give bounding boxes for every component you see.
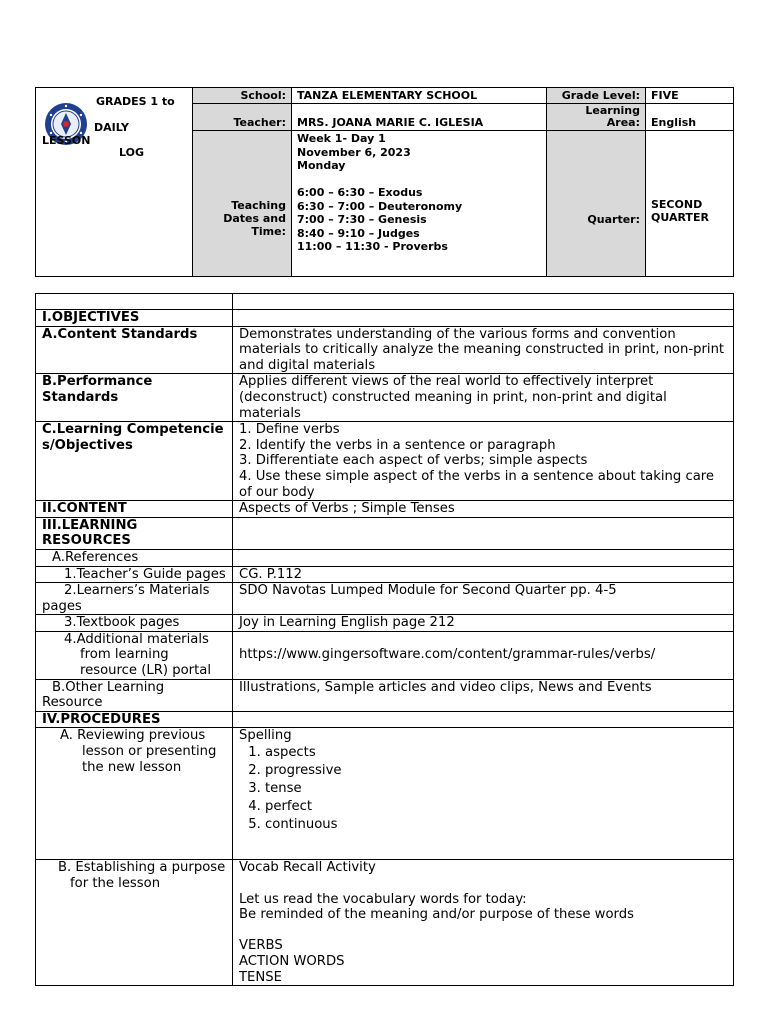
spelling-list [239, 744, 728, 834]
performance-standards-label: B.Performance Standards [36, 374, 233, 422]
table-row [36, 631, 734, 679]
procedure-b-label-text: B. Establishing a purpose for the lesson [58, 860, 226, 892]
learning-area-label [547, 104, 646, 131]
table-row [36, 615, 734, 632]
table-row [36, 422, 734, 501]
spelling-title: Spelling [239, 728, 292, 744]
teaching-dates-value [292, 131, 547, 277]
vocab-word: ACTION WORDS [239, 954, 345, 969]
procedure-a-value [233, 728, 734, 860]
schedule-item: 6:00 – 6:30 – Exodus [297, 186, 423, 199]
empty-cell [36, 294, 233, 310]
table-row [36, 711, 734, 728]
school-label: School: [193, 88, 292, 104]
table-row [36, 501, 734, 518]
competency-item: 3. Differentiate each aspect of verbs; simple aspects [239, 453, 588, 469]
references-label-text: A.References [52, 549, 139, 565]
dll-title-log: LOG [119, 146, 144, 159]
procedures-heading: IV.PROCEDURES [36, 711, 233, 728]
lesson-date: November 6, 2023 [297, 145, 411, 159]
content-heading: II.CONTENT [36, 501, 233, 518]
school-value: TANZA ELEMENTARY SCHOOL [292, 88, 547, 104]
competency-item: 1. Define verbs [239, 422, 340, 438]
quarter-value [646, 131, 734, 277]
references-label [36, 549, 233, 566]
teachers-guide-label [36, 566, 233, 583]
teacher-value: MRS. JOANA MARIE C. IGLESIA [292, 104, 547, 131]
schedule-item: 7:00 – 7:30 – Genesis [297, 213, 427, 226]
other-resource-value: Illustrations, Sample articles and video clips, News and Events [233, 679, 734, 711]
table-row [36, 374, 734, 422]
additional-materials-label-text: 4.Additional materials from learning resource (LR) portal [64, 631, 211, 679]
dll-title-cell [36, 88, 193, 277]
competencies-value [233, 422, 734, 501]
content-standards-value: Demonstrates understanding of the various forms and convention materials to critically analyze the meaning constructed in print, non-print and digital materials [233, 326, 734, 374]
vocab-instruction-2: Be reminded of the meaning and/or purpose of these words [239, 907, 634, 923]
learners-materials-label [36, 583, 233, 615]
teaching-dates-label [193, 131, 292, 277]
list-item: 5. continuous [265, 816, 728, 834]
table-row [36, 549, 734, 566]
learning-resources-heading: III.LEARNING RESOURCES [36, 517, 233, 549]
competencies-label: C.Learning Competencies/Objectives [36, 422, 233, 501]
blank-line [239, 923, 728, 939]
table-row [36, 326, 734, 374]
procedure-a-label [36, 728, 233, 860]
teaching-dates-label-line1: Teaching [231, 198, 286, 212]
dll-title-grades: GRADES 1 to [96, 95, 175, 108]
performance-standards-value: Applies different views of the real world to effectively interpret (deconstruct) constructed meaning in print, non-print and digital materials [233, 374, 734, 422]
lesson-weekday: Monday [297, 159, 346, 172]
table-row [36, 583, 734, 615]
vocab-word: VERBS [239, 938, 283, 954]
list-item: 3. tense [265, 780, 728, 798]
table-row [36, 294, 734, 310]
vocab-activity-title: Vocab Recall Activity [239, 860, 376, 876]
other-resource-label-text: B.Other Learning Resource [42, 679, 165, 711]
vocab-word: TENSE [239, 969, 282, 985]
textbook-value: Joy in Learning English page 212 [233, 615, 734, 632]
empty-cell [233, 517, 734, 549]
teacher-label: Teacher: [193, 104, 292, 131]
dll-title-daily: DAILY [94, 121, 129, 134]
table-row [36, 860, 734, 986]
additional-materials-value: https://www.gingersoftware.com/content/grammar-rules/verbs/ [233, 631, 734, 679]
learning-area-value: English [646, 104, 734, 131]
procedure-b-label [36, 860, 233, 986]
list-item: 2. progressive [265, 762, 728, 780]
objectives-heading: I.OBJECTIVES [36, 310, 233, 327]
teachers-guide-value: CG. P.112 [233, 566, 734, 583]
table-row [36, 517, 734, 549]
learning-area-label-line2: Area: [606, 116, 640, 129]
schedule-item: 6:30 – 7:00 – Deuteronomy [297, 199, 463, 213]
grade-level-value: FIVE [646, 88, 734, 104]
competency-item: 4. Use these simple aspect of the verbs in a sentence about taking care of our body [239, 468, 715, 500]
teaching-dates-label-line2: Dates and [223, 211, 286, 225]
learning-area-label-line1: Learning [585, 104, 640, 117]
list-item: 1. aspects [265, 744, 728, 762]
procedure-a-label-text: A. Reviewing previous lesson or presenting the new lesson [60, 728, 217, 775]
schedule-item: 8:40 – 9:10 – Judges [297, 226, 420, 240]
quarter-label: Quarter: [547, 131, 646, 277]
blank-line [239, 876, 728, 892]
empty-cell [233, 294, 734, 310]
table-row [36, 728, 734, 860]
quarter-value-line2: QUARTER [651, 211, 709, 224]
schedule-spacer [297, 173, 541, 187]
teachers-guide-label-text: 1.Teacher’s Guide pages [64, 566, 226, 582]
empty-cell [233, 549, 734, 566]
teaching-dates-label-line3: Time: [251, 224, 286, 238]
empty-cell [233, 310, 734, 327]
content-standards-label: A.Content Standards [36, 326, 233, 374]
content-value: Aspects of Verbs ; Simple Tenses [233, 501, 734, 518]
other-resource-label [36, 679, 233, 711]
week-day: Week 1- Day 1 [297, 132, 386, 145]
textbook-label-text: 3.Textbook pages [64, 615, 180, 631]
grade-level-label: Grade Level: [547, 88, 646, 104]
lesson-plan-block [35, 293, 733, 986]
lesson-plan-table [35, 293, 734, 986]
vocab-instruction-1: Let us read the vocabulary words for today: [239, 891, 527, 907]
textbook-label [36, 615, 233, 632]
empty-cell [233, 711, 734, 728]
list-item: 4. perfect [265, 798, 728, 816]
header-block [35, 87, 733, 277]
learners-materials-label-text: 2.Learners’s Materials pages [42, 583, 210, 614]
competency-item: 2. Identify the verbs in a sentence or paragraph [239, 437, 556, 453]
table-row [36, 566, 734, 583]
procedure-b-value [233, 860, 734, 986]
quarter-value-line1: SECOND [651, 198, 703, 211]
schedule-item: 11:00 – 11:30 - Proverbs [297, 240, 448, 253]
table-row [36, 679, 734, 711]
table-row [36, 310, 734, 327]
dll-title-lesson: LESSON [42, 134, 91, 147]
additional-materials-label [36, 631, 233, 679]
learners-materials-value: SDO Navotas Lumped Module for Second Quarter pp. 4-5 [233, 583, 734, 615]
header-table [35, 87, 734, 277]
